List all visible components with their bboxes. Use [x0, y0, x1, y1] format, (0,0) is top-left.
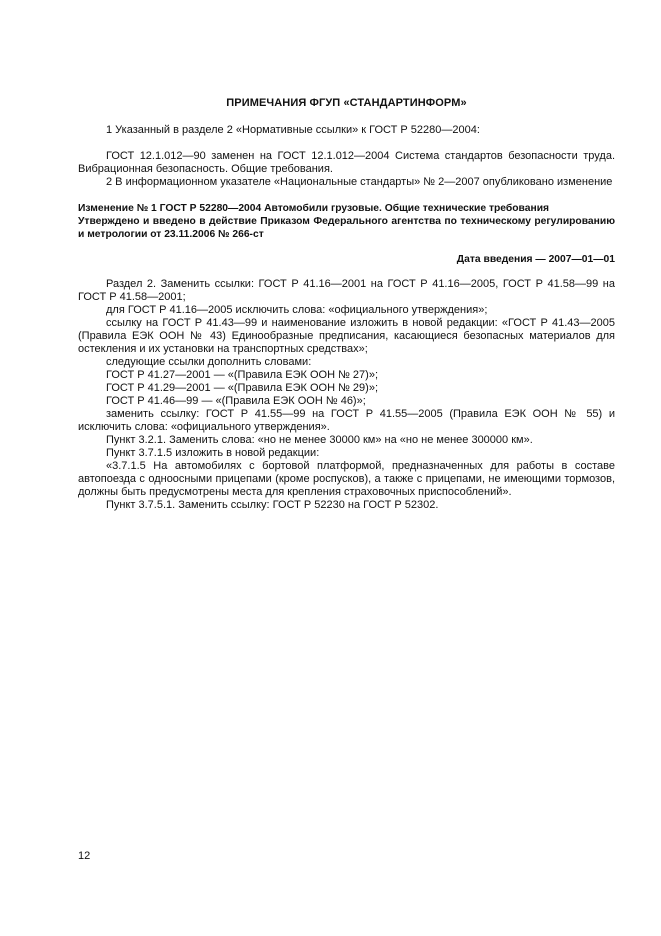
- note-2: 2 В информационном указателе «Национальные стандарты» № 2—2007 опубликовано изменение: [106, 176, 613, 188]
- amendment-date: Дата введения — 2007—01—01: [456, 254, 615, 265]
- body-line-1: Раздел 2. Заменить ссылки: ГОСТ Р 41.16—2001 на ГОСТ Р 41.16—2005, ГОСТ Р 41.58—99 на ГОСТ Р 41.58—2001;: [78, 278, 615, 303]
- body-line-6: ГОСТ Р 41.29—2001 — «(Правила ЕЭК ООН № 29)»;: [106, 382, 379, 394]
- note-1-detail: ГОСТ 12.1.012—90 заменен на ГОСТ 12.1.012—2004 Система стандартов безопасности труда. Вибрационная безопасность. Общие требования.: [78, 150, 615, 175]
- amendment-approved: Утверждено и введено в действие Приказом Федерального агентства по техническому регулированию и метрологии от 23.11.2006 № 266-ст: [78, 216, 615, 240]
- body-line-4: следующие ссылки дополнить словами:: [106, 356, 312, 368]
- note-1: 1 Указанный в разделе 2 «Нормативные ссылки» к ГОСТ Р 52280—2004:: [106, 124, 480, 136]
- body-line-7: ГОСТ Р 41.46—99 — «(Правила ЕЭК ООН № 46)»;: [106, 395, 366, 407]
- body-line-9: Пункт 3.2.1. Заменить слова: «но не менее 30000 км» на «но не менее 300000 км».: [106, 434, 533, 446]
- body-line-8: заменить ссылку: ГОСТ Р 41.55—99 на ГОСТ Р 41.55—2005 (Правила ЕЭК ООН № 55) и исключить слова: «официального утверждения».: [78, 408, 615, 433]
- body-line-3: ссылку на ГОСТ Р 41.43—99 и наименование изложить в новой редакции: «ГОСТ Р 41.43—2005 (Правила ЕЭК ООН № 43) Единообразные предписания, касающиеся безопасных материалов для остекления и их установки на транспортных средствах»;: [78, 317, 615, 355]
- body-line-12: Пункт 3.7.5.1. Заменить ссылку: ГОСТ Р 52230 на ГОСТ Р 52302.: [106, 499, 439, 511]
- page-number: 12: [78, 850, 91, 862]
- body-line-2: для ГОСТ Р 41.16—2005 исключить слова: «официального утверждения»;: [106, 304, 488, 316]
- body-line-10: Пункт 3.7.1.5 изложить в новой редакции:: [106, 447, 320, 459]
- document-page: [78, 0, 615, 936]
- body-line-11: «3.7.1.5 На автомобилях с бортовой платформой, предназначенных для работы в составе автопоезда с одноосными прицепами (кроме роспусков), а также с прицепами, не имеющими тормозов, должны быть предусмотрены места для крепления страховочных приспособлений».: [78, 460, 615, 498]
- page-title: ПРИМЕЧАНИЯ ФГУП «СТАНДАРТИНФОРМ»: [226, 97, 467, 109]
- body-line-5: ГОСТ Р 41.27—2001 — «(Правила ЕЭК ООН № 27)»;: [106, 369, 379, 381]
- amendment-heading: Изменение № 1 ГОСТ Р 52280—2004 Автомобили грузовые. Общие технические требования: [78, 203, 550, 214]
